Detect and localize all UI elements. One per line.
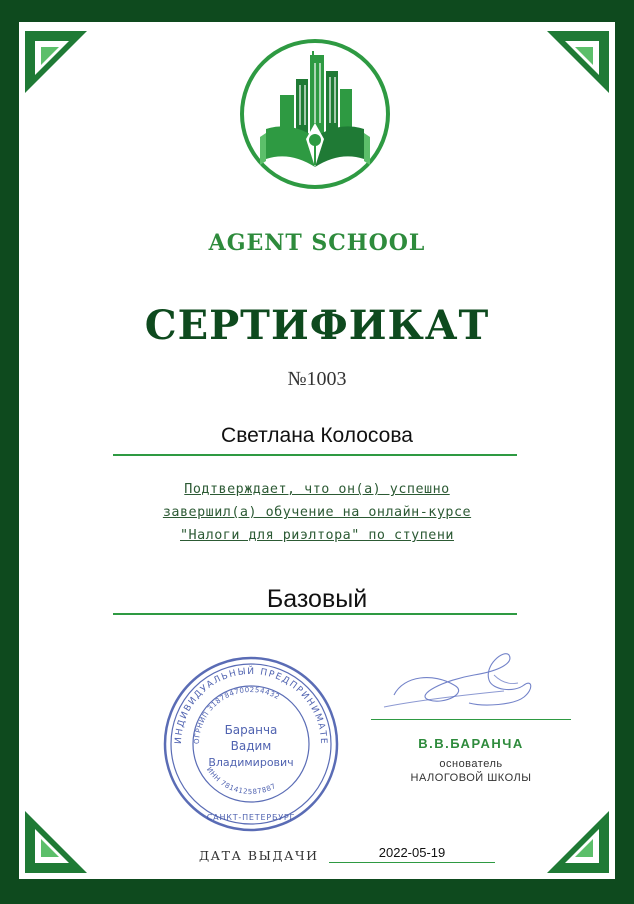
stamp-name-line: Владимирович — [208, 756, 294, 769]
signature-line — [371, 719, 571, 720]
issue-date-underline — [329, 862, 495, 863]
stamp-city: САНКТ-ПЕТЕРБУРГ — [206, 813, 296, 822]
confirmation-line: "Налоги для риэлтора" по ступени — [180, 528, 454, 543]
confirmation-text — [79, 478, 555, 547]
certificate-title: СЕРТИФИКАТ — [144, 302, 490, 349]
svg-text:ИНН 781412587887 — [205, 766, 277, 796]
official-stamp — [159, 652, 343, 836]
city-book-logo-icon — [238, 37, 392, 191]
stamp-outer-text: ИНДИВИДУАЛЬНЫЙ ПРЕДПРИНИМАТЕ — [173, 666, 329, 746]
issue-date-label: ДАТА ВЫДАЧИ — [199, 848, 319, 863]
name-underline — [113, 454, 517, 456]
stamp-name-line: Вадим — [230, 739, 272, 753]
corner-ornament-icon — [545, 809, 609, 873]
corner-ornament-icon — [25, 31, 89, 95]
confirmation-line: завершил(а) обучение на онлайн-курсе — [162, 505, 472, 520]
recipient-name: Светлана Колосова — [221, 424, 413, 447]
certificate-sheet — [19, 22, 615, 879]
certificate-number: №1003 — [287, 368, 347, 390]
issue-date-value: 2022-05-19 — [378, 845, 446, 860]
signer-organization: НАЛОГОВОЙ ШКОЛЫ — [410, 772, 532, 784]
corner-ornament-icon — [25, 809, 89, 873]
signer-name: В.В.БАРАНЧА — [418, 736, 524, 751]
confirmation-line: Подтверждает, что он(а) успешно — [184, 482, 450, 497]
handwritten-signature — [374, 645, 544, 725]
signer-role: основатель — [439, 758, 503, 770]
level-underline — [113, 613, 517, 615]
stamp-inn: ИНН 781412587887 — [204, 765, 278, 797]
stamp-name-line: Баранча — [224, 723, 278, 737]
course-level: Базовый — [266, 585, 368, 613]
school-name: AGENT SCHOOL — [208, 230, 426, 256]
corner-ornament-icon — [545, 31, 609, 95]
stamp-ogrnip: ОГРНИП 318784700254432 — [192, 685, 282, 745]
